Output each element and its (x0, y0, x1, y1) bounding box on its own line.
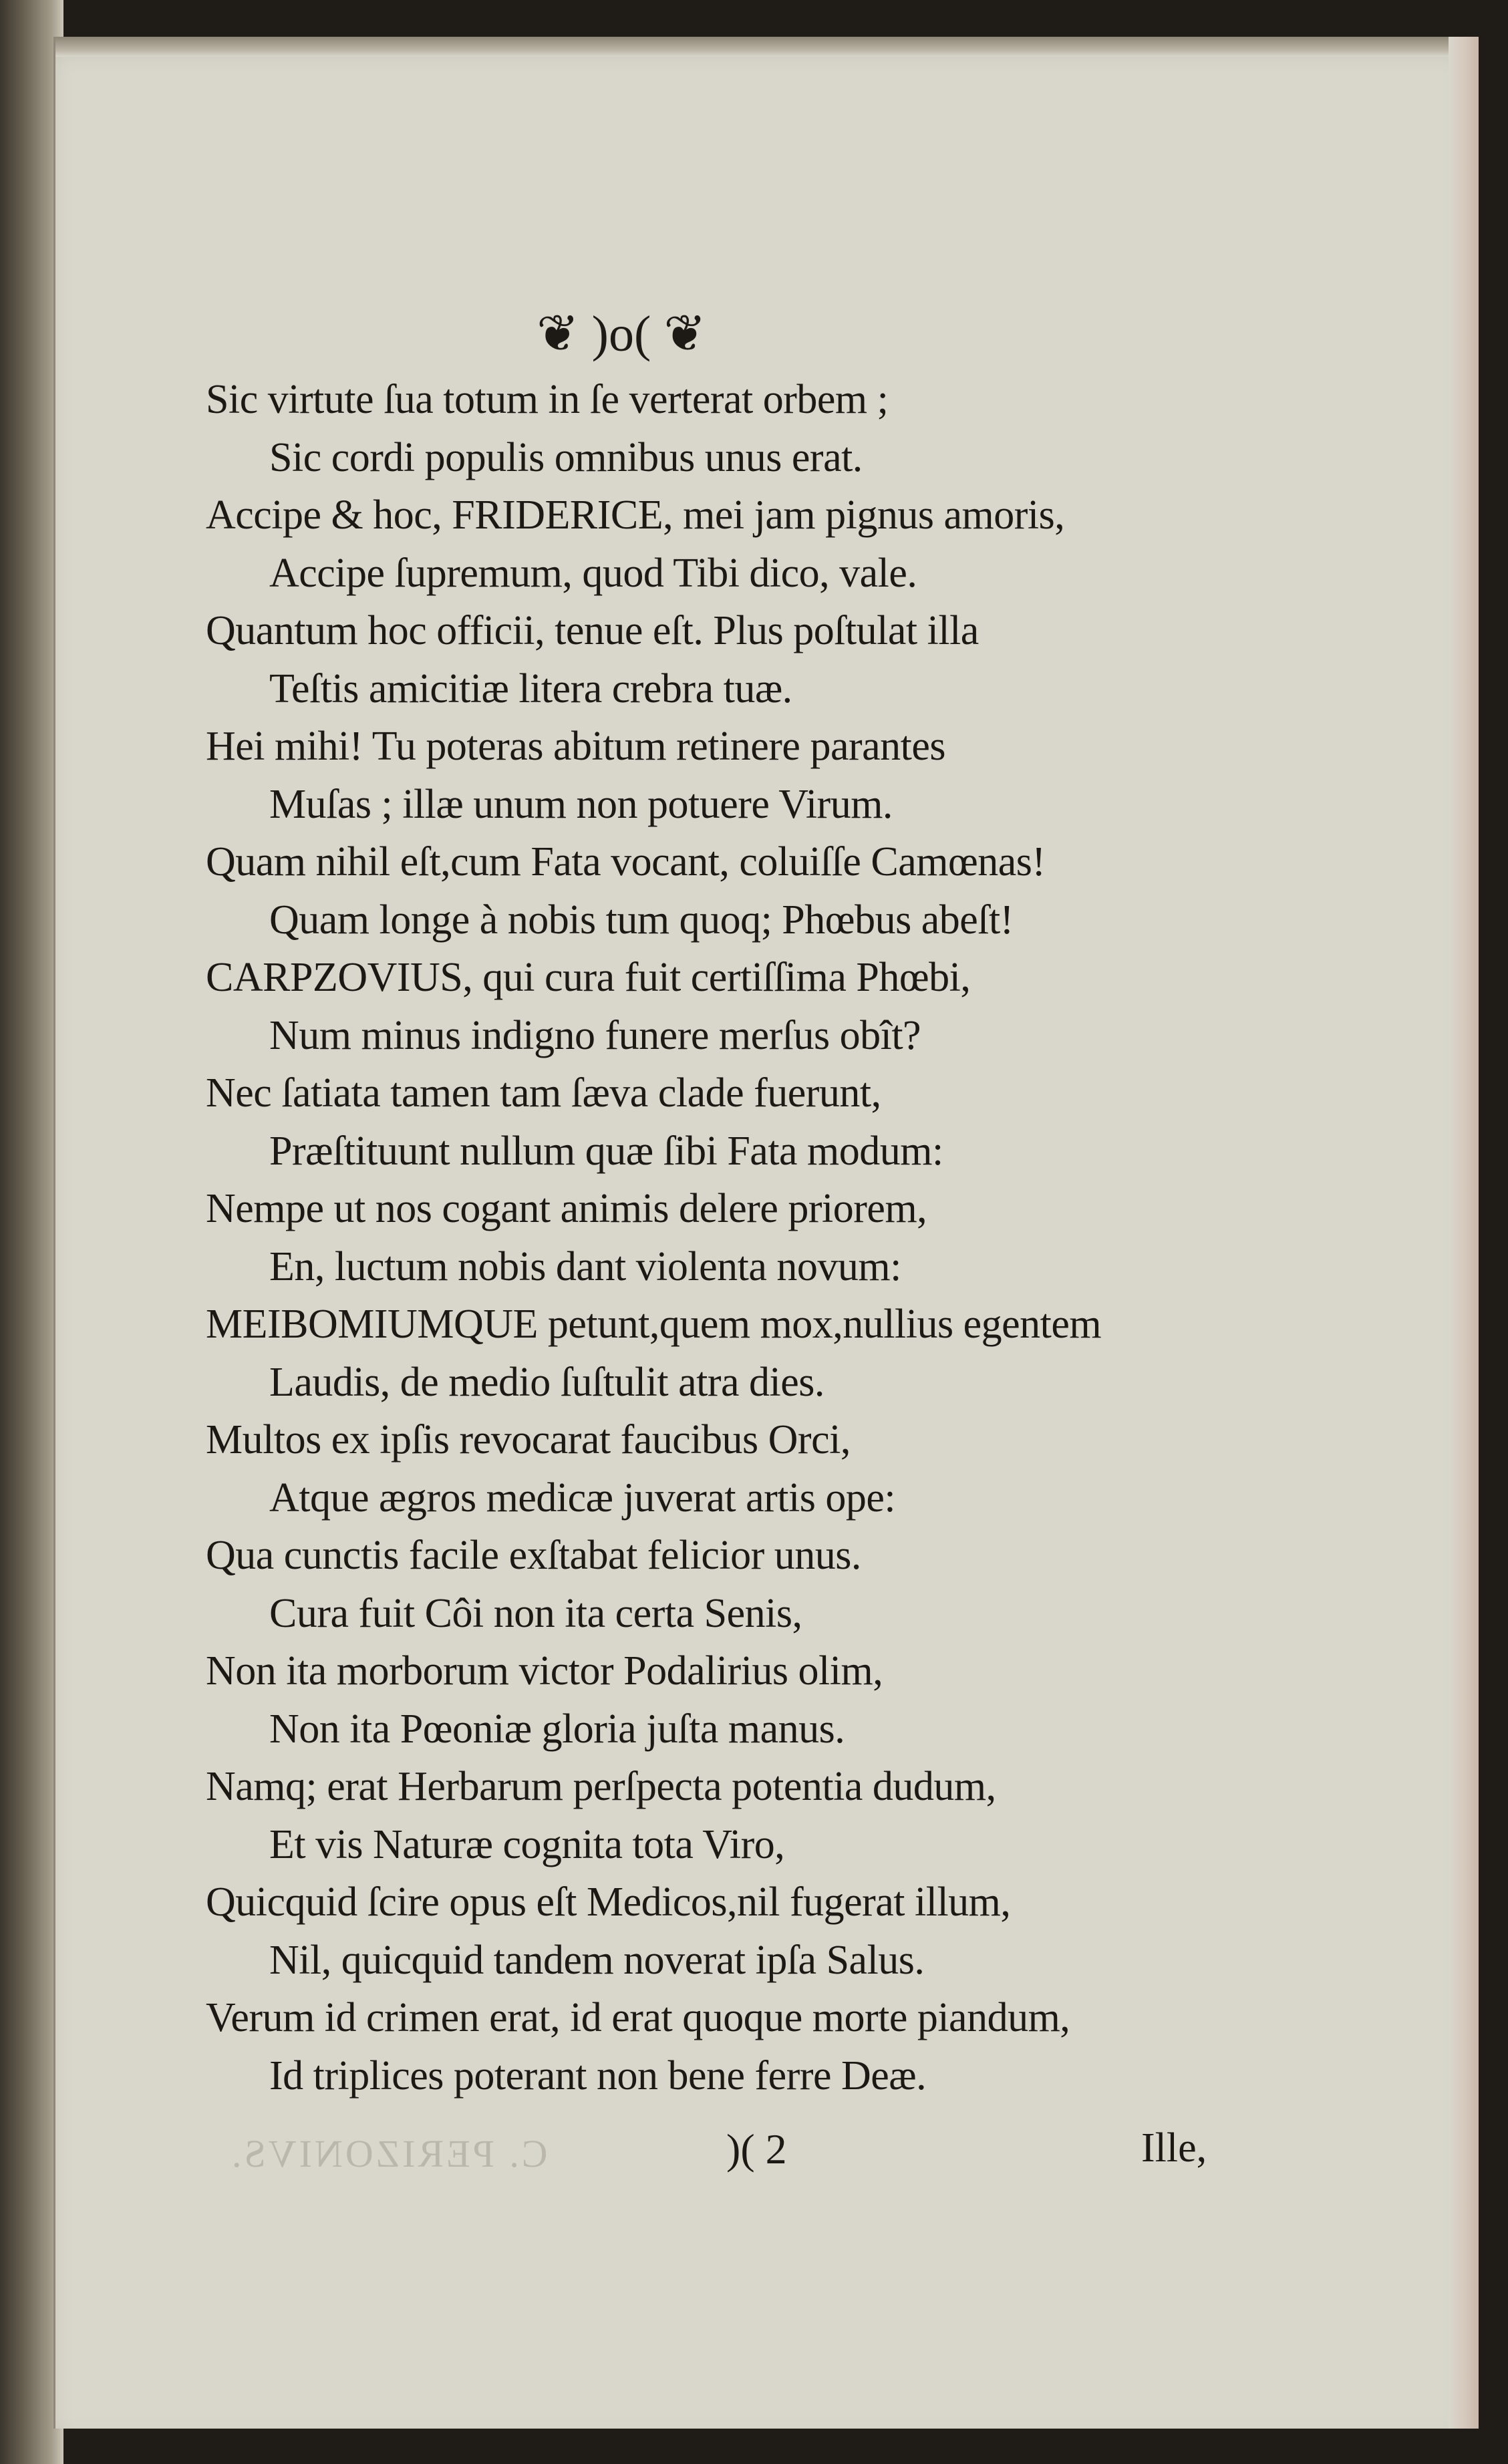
verse-line: Nempe ut nos cogant animis delere priorem, (206, 1186, 927, 1231)
page-top-edge (55, 37, 1479, 57)
verse-line: Verum id crimen erat, id erat quoque morte piandum, (206, 1995, 1070, 2040)
verse-line: Muſas ; illæ unum non potuere Virum. (269, 781, 893, 827)
signature-mark: )( 2 (726, 2125, 787, 2173)
verse-line: CARPZOVIUS, qui cura fuit certiſſima Phœbi, (206, 955, 971, 1000)
verse-line: Sic virtute ſua totum in ſe verterat orbem ; (206, 377, 889, 422)
verse-line: Id triplices poterant non bene ferre Deæ. (269, 2052, 927, 2099)
verse-line: Sic cordi populis omnibus unus erat. (269, 434, 863, 480)
verse-line: Nil, quicquid tandem noverat ipſa Salus. (269, 1937, 925, 1983)
verse-line: Quam longe à nobis tum quoq; Phœbus abeſt! (269, 897, 1014, 943)
verse-line: Non ita morborum victor Podalirius olim, (206, 1648, 883, 1694)
book-page (53, 37, 1479, 2429)
page-fore-edge (1449, 37, 1479, 2429)
verse-line: MEIBOMIUMQUE petunt,quem mox,nullius egentem (206, 1301, 1102, 1347)
verse-line: Accipe & hoc, FRIDERICE, mei jam pignus amoris, (206, 492, 1065, 538)
verse-line: En, luctum nobis dant violenta novum: (269, 1243, 901, 1289)
verse-line: Atque ægros medicæ juverat artis ope: (269, 1475, 896, 1521)
verse-line: Et vis Naturæ cognita tota Viro, (269, 1821, 785, 1867)
verse-line: Accipe ſupremum, quod Tibi dico, vale. (269, 550, 917, 596)
verse-line: Præſtituunt nullum quæ ſibi Fata modum: (269, 1128, 943, 1174)
header-ornament: ❦ )o( ❦ (537, 306, 706, 362)
verse-line: Num minus indigno funere merſus obît? (269, 1012, 921, 1058)
verse-line: Cura fuit Côi non ita certa Senis, (269, 1590, 802, 1636)
catchword: Ille, (1141, 2125, 1207, 2171)
verse-line: Quam nihil eſt,cum Fata vocant, coluiſſe Camœnas! (206, 839, 1046, 885)
verse-line: Teſtis amicitiæ litera crebra tuæ. (269, 665, 792, 712)
verse-line: Quantum hoc officii, tenue eſt. Plus poſtulat illa (206, 608, 979, 653)
poem-text (206, 371, 1248, 2105)
verse-line: Multos ex ipſis revocarat faucibus Orci, (206, 1417, 851, 1462)
verse-line: Namq; erat Herbarum perſpecta potentia dudum, (206, 1764, 996, 1809)
verse-line: Laudis, de medio ſuſtulit atra dies. (269, 1359, 824, 1405)
verse-line: Quicquid ſcire opus eſt Medicos,nil fugerat illum, (206, 1879, 1011, 1925)
verse-line: Non ita Pœoniæ gloria juſta manus. (269, 1706, 845, 1752)
verse-line: Hei mihi! Tu poteras abitum retinere parantes (206, 724, 946, 769)
verse-line: Nec ſatiata tamen tam ſæva clade fuerunt, (206, 1070, 881, 1116)
verse-line: Qua cunctis facile exſtabat felicior unus. (206, 1533, 861, 1578)
show-through-text: C. PERIZONIVS. (229, 2132, 548, 2175)
